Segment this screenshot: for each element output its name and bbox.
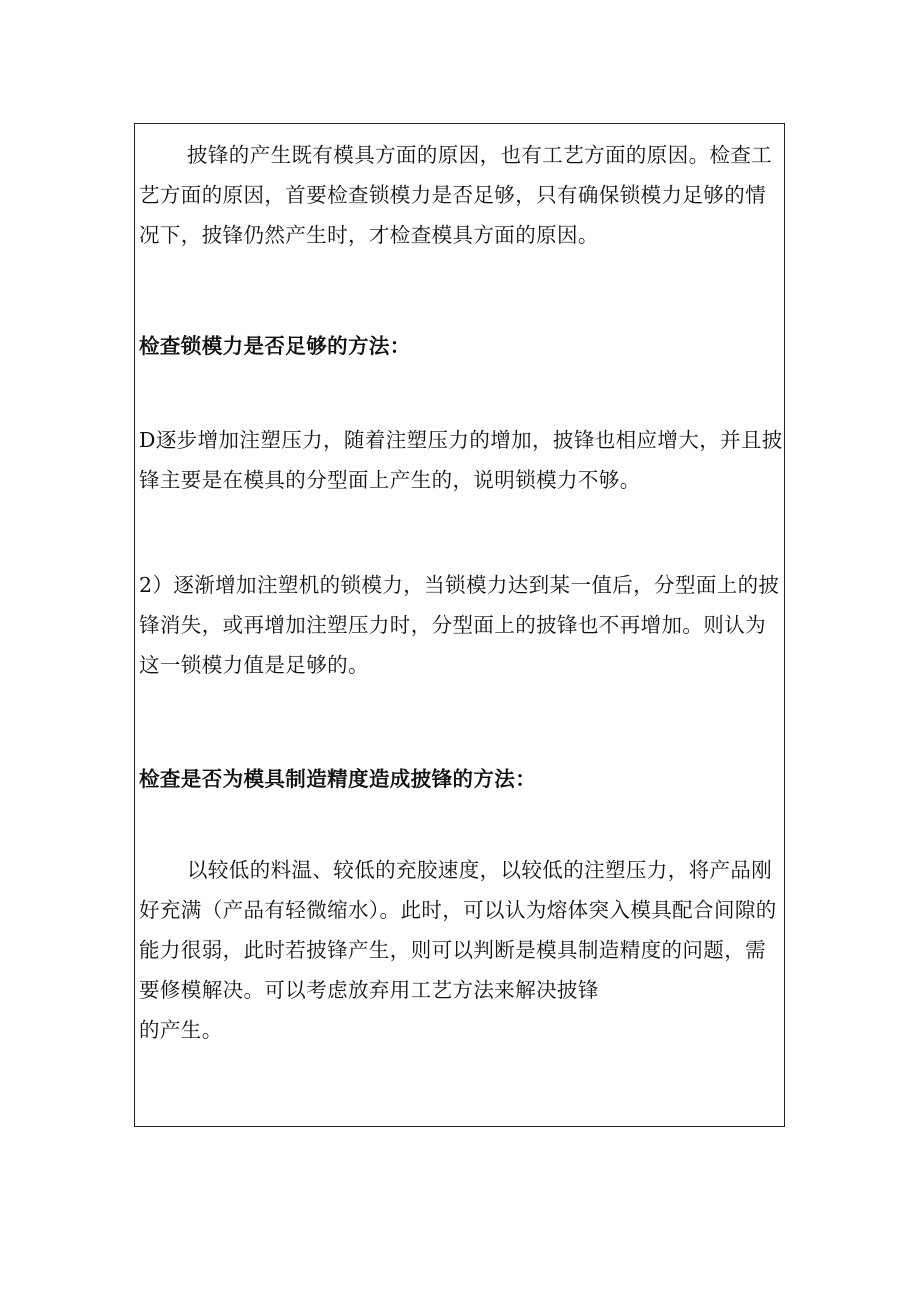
paragraph-step-2: 2）逐渐增加注塑机的锁模力，当锁模力达到某一值后，分型面上的披锋消失，或再增加注塑压力时，分型面上的披锋也不再增加。则认为这一锁模力值是足够的。: [139, 573, 780, 677]
paragraph-mold-precision-method: 以较低的料温、较低的充胶速度，以较低的注塑压力，将产品刚好充满（产品有轻微缩水）。此时，可以认为熔体突入模具配合间隙的能力很弱，此时若披锋产生，则可以判断是模具制造精度的问题，需要修模解决。可以考虑放弃用工艺方法来解决披锋: [139, 858, 777, 1002]
document-table-cell: [134, 123, 785, 1127]
heading-mold-precision-check: 检查是否为模具制造精度造成披锋的方法：: [139, 767, 537, 791]
paragraph-step-1: D逐步增加注塑压力，随着注塑压力的增加，披锋也相应增大，并且披锋主要是在模具的分型面上产生的，说明锁模力不够。: [139, 428, 783, 492]
paragraph-flash-causes: 披锋的产生既有模具方面的原因，也有工艺方面的原因。检查工艺方面的原因，首要检查锁模力是否足够，只有确保锁模力足够的情况下，披锋仍然产生时，才检查模具方面的原因。: [139, 143, 773, 247]
paragraph-conclusion: 的产生。: [139, 1018, 223, 1042]
heading-clamp-force-check: 检查锁模力是否足够的方法：: [139, 334, 411, 358]
